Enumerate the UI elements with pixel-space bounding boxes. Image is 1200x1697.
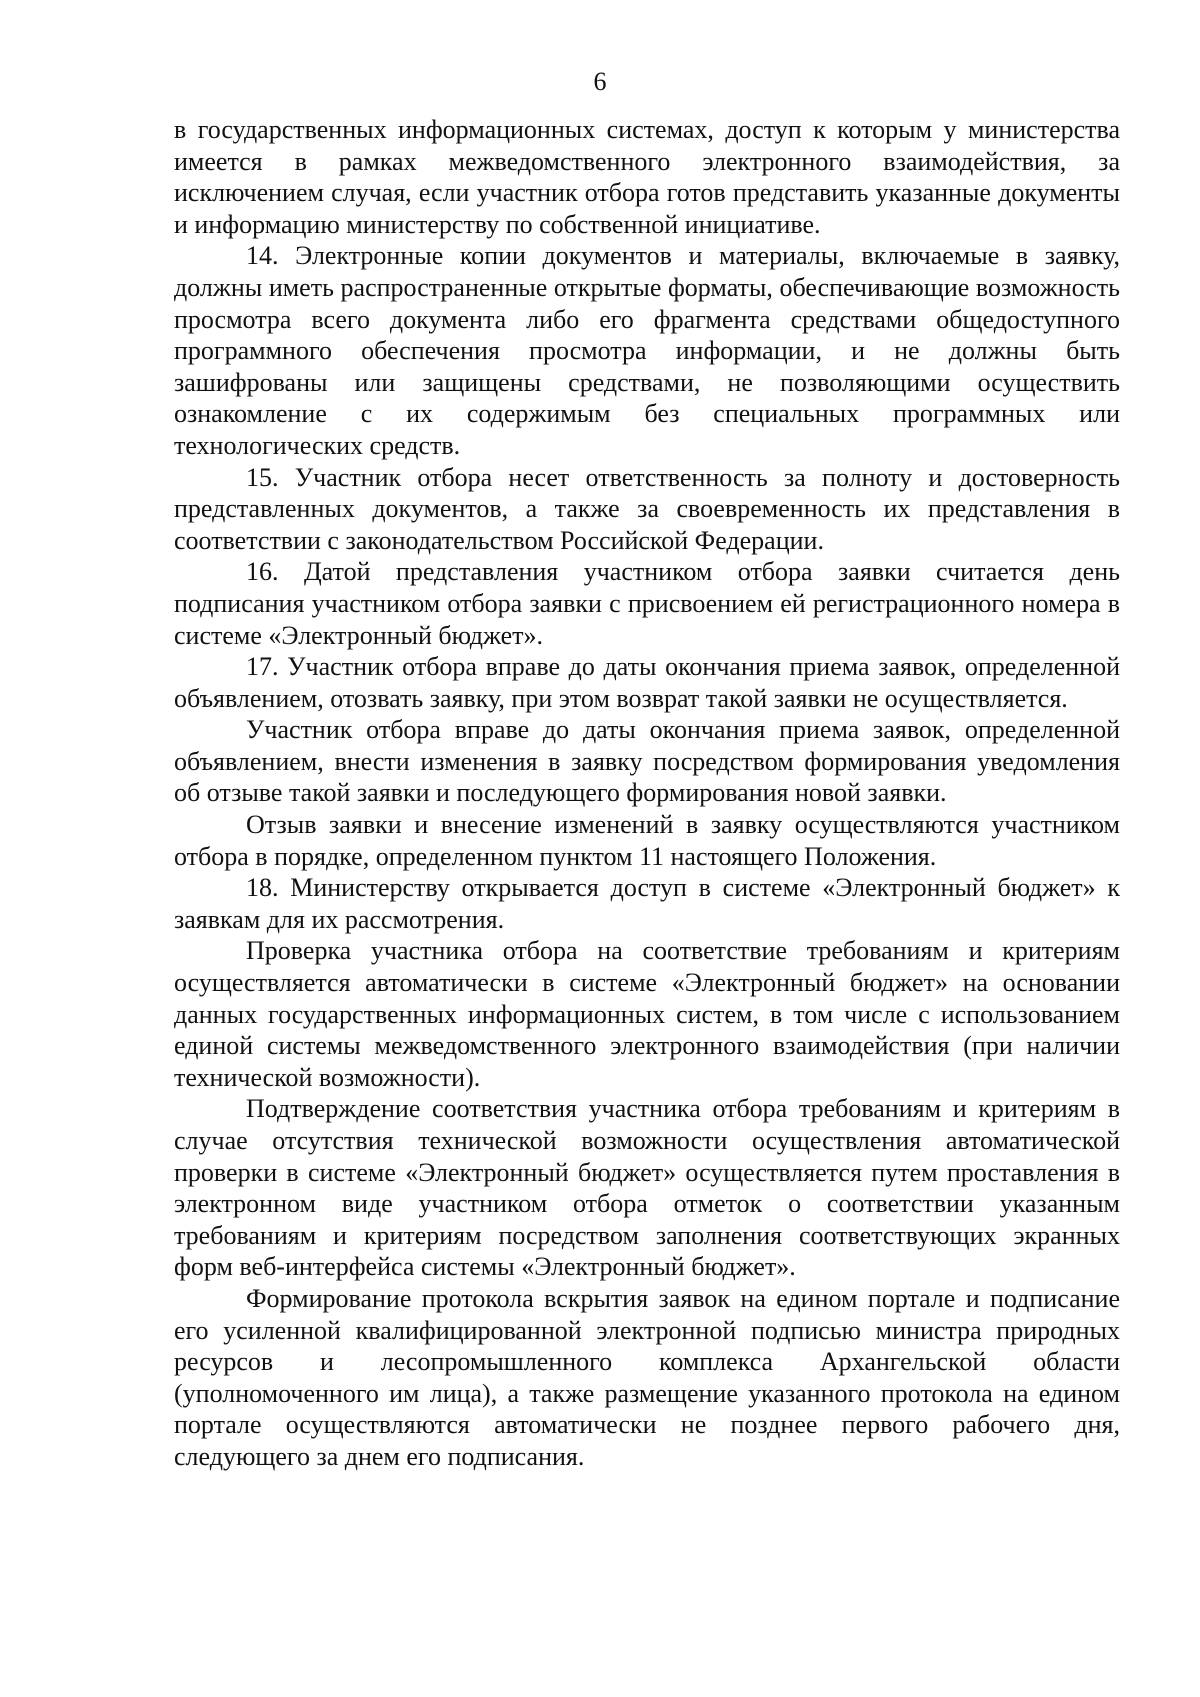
paragraph-item-18-confirmation: Подтверждение соответствия участника отбора требованиям и критериям в случае отсутствия технической возможности осуществления автоматической проверки в системе «Электронный бюджет» осуществляется путем проставления в электронном виде участником отбора отметок о соответствии указанным требованиям и критериям посредством заполнения соответствующих экранных форм веб-интерфейса системы «Электронный бюджет». (174, 1094, 1120, 1282)
paragraph-item-18: 18. Министерству открывается доступ в системе «Электронный бюджет» к заявкам для их рассмотрения. (174, 873, 1120, 934)
document-body (174, 114, 1120, 1473)
page-number: 6 (593, 67, 607, 96)
paragraph-item-18-protocol: Формирование протокола вскрытия заявок на едином портале и подписание его усиленной квалифицированной электронной подписью министра природных ресурсов и лесопромышленного комплекса Архангельской области (уполномоченного им лица), а также размещение указанного протокола на едином портале осуществляются автоматически не позднее первого рабочего дня, следующего за днем его подписания. (174, 1283, 1120, 1471)
paragraph-item-18-check: Проверка участника отбора на соответствие требованиям и критериям осуществляется автоматически в системе «Электронный бюджет» на основании данных государственных информационных систем, в том числе с использованием единой системы межведомственного электронного взаимодействия (при наличии технической возможности). (174, 936, 1120, 1092)
paragraph-item-15: 15. Участник отбора несет ответственность за полноту и достоверность представленных документов, а также за своевременность их представления в соответствии с законодательством Российской Федерации. (174, 462, 1120, 555)
paragraph-item-16: 16. Датой представления участником отбора заявки считается день подписания участником отбора заявки с присвоением ей регистрационного номера в системе «Электронный бюджет». (174, 557, 1120, 650)
paragraph-continuation: в государственных информационных системах, доступ к которым у министерства имеется в рамках межведомственного электронного взаимодействия, за исключением случая, если участник отбора готов представить указанные документы и информацию министерству по собственной инициативе. (174, 115, 1120, 239)
paragraph-item-17-changes: Участник отбора вправе до даты окончания приема заявок, определенной объявлением, внести изменения в заявку посредством формирования уведомления об отзыве такой заявки и последующего формирования новой заявки. (174, 715, 1120, 808)
paragraph-item-14: 14. Электронные копии документов и материалы, включаемые в заявку, должны иметь распространенные открытые форматы, обеспечивающие возможность просмотра всего документа либо его фрагмента средствами общедоступного программного обеспечения просмотра информации, и не должны быть зашифрованы или защищены средствами, не позволяющими осуществить ознакомление с их содержимым без специальных программных или технологических средств. (174, 241, 1120, 460)
paragraph-item-17: 17. Участник отбора вправе до даты окончания приема заявок, определенной объявлением, отозвать заявку, при этом возврат такой заявки не осуществляется. (174, 652, 1120, 713)
paragraph-item-17-withdrawal: Отзыв заявки и внесение изменений в заявку осуществляются участником отбора в порядке, определенном пунктом 11 настоящего Положения. (174, 810, 1120, 871)
